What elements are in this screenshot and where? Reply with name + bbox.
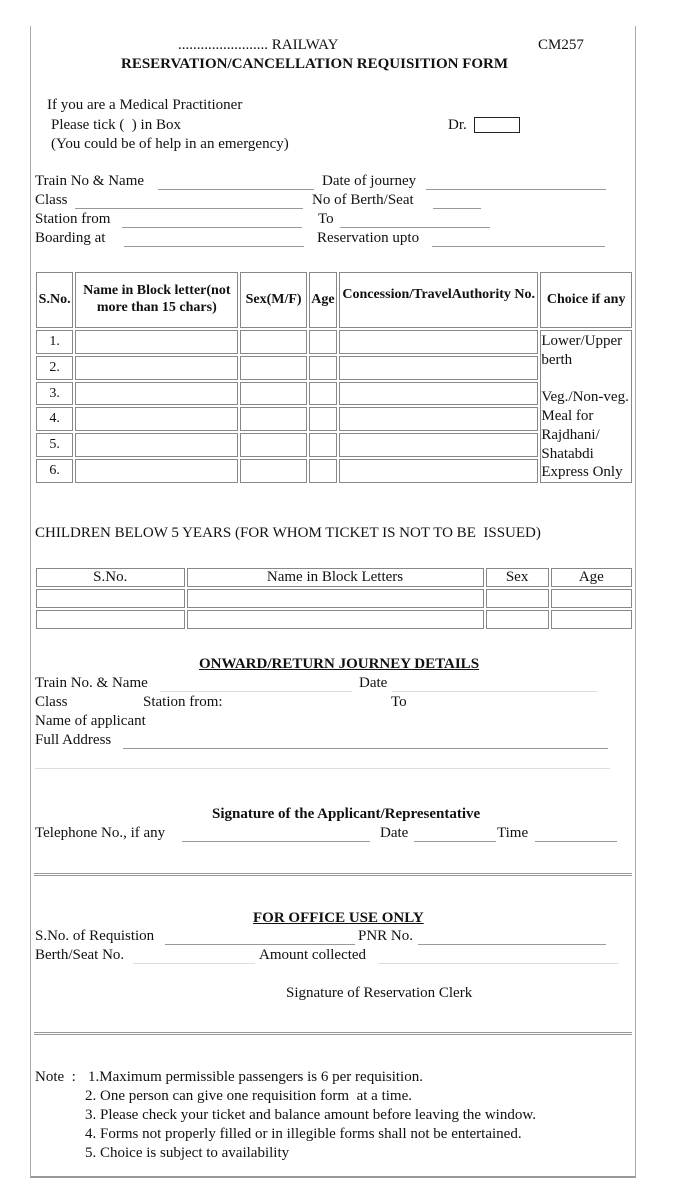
name-cell[interactable] [75,356,238,380]
age-cell[interactable] [309,330,337,354]
child-row [36,610,632,629]
onward-date-label: Date [359,675,388,691]
sig-time-field[interactable] [535,841,617,842]
berth-seat-label: Berth/Seat No. [35,947,125,963]
child-sex-cell[interactable] [486,589,549,608]
medical-line-1: If you are a Medical Practitioner [47,97,243,113]
applicant-signature-label: Signature of the Applicant/Representative [212,806,481,822]
child-header-sno: S.No. [36,568,185,587]
concession-cell[interactable] [339,330,538,354]
date-of-journey-field[interactable] [426,189,606,190]
choice-text: Lower/Upper berth Veg./Non-veg. Meal for Rajdhani/ Shatabdi Express Only [541,333,629,481]
date-of-journey-label: Date of journey [322,173,417,189]
child-header-age: Age [551,568,632,587]
train-label: Train No & Name [35,173,145,189]
address-field[interactable] [123,748,608,749]
form-code: CM257 [538,37,584,53]
child-age-cell[interactable] [551,610,632,629]
age-cell[interactable] [309,382,337,406]
age-cell[interactable] [309,356,337,380]
concession-cell[interactable] [339,356,538,380]
row-sno: 4. [36,407,73,431]
address-label: Full Address [35,732,112,748]
class-field[interactable] [75,208,303,209]
name-cell[interactable] [75,433,238,457]
header-concession: Concession/TravelAuthority No. [339,272,538,328]
amount-label: Amount collected [259,947,367,963]
child-header-sex: Sex [486,568,549,587]
telephone-label: Telephone No., if any [35,825,166,841]
class-label: Class [35,192,68,208]
header-sex: Sex(M/F) [240,272,306,328]
dr-checkbox[interactable] [474,117,520,133]
child-sex-cell[interactable] [486,610,549,629]
header-age: Age [309,272,337,328]
row-sno: 2. [36,356,73,380]
sex-cell[interactable] [240,407,306,431]
child-age-cell[interactable] [551,589,632,608]
concession-cell[interactable] [339,433,538,457]
row-sno: 3. [36,382,73,406]
age-cell[interactable] [309,433,337,457]
onward-train-label: Train No. & Name [35,675,148,691]
child-header-name: Name in Block Letters [187,568,484,587]
divider [34,873,632,876]
sig-time-label: Time [497,825,529,841]
note-item: 3. Please check your ticket and balance amount before leaving the window. [85,1107,536,1123]
child-name-cell[interactable] [187,589,484,608]
name-cell[interactable] [75,382,238,406]
reservation-upto-field[interactable] [432,246,605,247]
office-title: FOR OFFICE USE ONLY [253,910,424,926]
child-sno-cell[interactable] [36,610,185,629]
sex-cell[interactable] [240,433,306,457]
pnr-label: PNR No. [358,928,414,944]
header-name: Name in Block letter(not more than 15 chars) [75,272,238,328]
onward-date-field[interactable] [392,691,597,692]
address-field-2[interactable] [35,768,610,769]
amount-field[interactable] [378,963,618,964]
concession-cell[interactable] [339,407,538,431]
child-sno-cell[interactable] [36,589,185,608]
child-row [36,589,632,608]
boarding-field[interactable] [124,246,304,247]
divider [34,1032,632,1035]
row-sno: 5. [36,433,73,457]
dr-label: Dr. [448,117,467,133]
age-cell[interactable] [309,459,337,483]
pnr-field[interactable] [418,944,606,945]
telephone-field[interactable] [182,841,370,842]
name-cell[interactable] [75,330,238,354]
name-cell[interactable] [75,459,238,483]
to-field[interactable] [340,227,490,228]
station-from-field[interactable] [122,227,302,228]
berth-seat-field[interactable] [133,963,255,964]
onward-class-label: Class [35,694,68,710]
note-item: 1.Maximum permissible passengers is 6 per requisition. [88,1069,423,1085]
sex-cell[interactable] [240,459,306,483]
sig-date-field[interactable] [414,841,496,842]
sex-cell[interactable] [240,356,306,380]
header-sno: S.No. [36,272,73,328]
sex-cell[interactable] [240,330,306,354]
to-label: To [318,211,334,227]
onward-to-label: To [391,694,407,710]
note-item: 2. One person can give one requisition form at a time. [85,1088,412,1104]
age-cell[interactable] [309,407,337,431]
name-cell[interactable] [75,407,238,431]
reservation-upto-label: Reservation upto [317,230,420,246]
header-choice: Choice if any [540,272,632,328]
train-field[interactable] [158,189,314,190]
berth-count-label: No of Berth/Seat [312,192,414,208]
clerk-signature-label: Signature of Reservation Clerk [286,985,473,1001]
row-sno: 6. [36,459,73,483]
note-item: 4. Forms not properly filled or in illegible forms shall not be entertained. [85,1126,522,1142]
note-item: 5. Choice is subject to availability [85,1145,290,1161]
sex-cell[interactable] [240,382,306,406]
medical-line-2: Please tick ( ) in Box [51,117,181,133]
requisition-field[interactable] [165,944,355,945]
note-prefix: Note : [35,1069,76,1085]
concession-cell[interactable] [339,382,538,406]
boarding-label: Boarding at [35,230,106,246]
choice-cell [540,330,632,483]
onward-station-from-label: Station from: [143,694,223,710]
onward-title: ONWARD/RETURN JOURNEY DETAILS [199,656,480,672]
railway-line: ........................ RAILWAY [178,37,339,53]
row-sno: 1. [36,330,73,354]
medical-line-3: (You could be of help in an emergency) [51,136,289,152]
applicant-name-label: Name of applicant [35,713,146,729]
concession-cell[interactable] [339,459,538,483]
children-title: CHILDREN BELOW 5 YEARS (FOR WHOM TICKET IS NOT TO BE ISSUED) [35,525,541,541]
passenger-table [34,270,634,485]
form-title: RESERVATION/CANCELLATION REQUISITION FORM [121,56,509,72]
berth-count-field[interactable] [433,208,481,209]
passenger-row [36,330,632,354]
requisition-label: S.No. of Requistion [35,928,155,944]
children-table [34,566,634,631]
sig-date-label: Date [380,825,409,841]
child-name-cell[interactable] [187,610,484,629]
station-from-label: Station from [35,211,111,227]
onward-train-field[interactable] [160,691,352,692]
